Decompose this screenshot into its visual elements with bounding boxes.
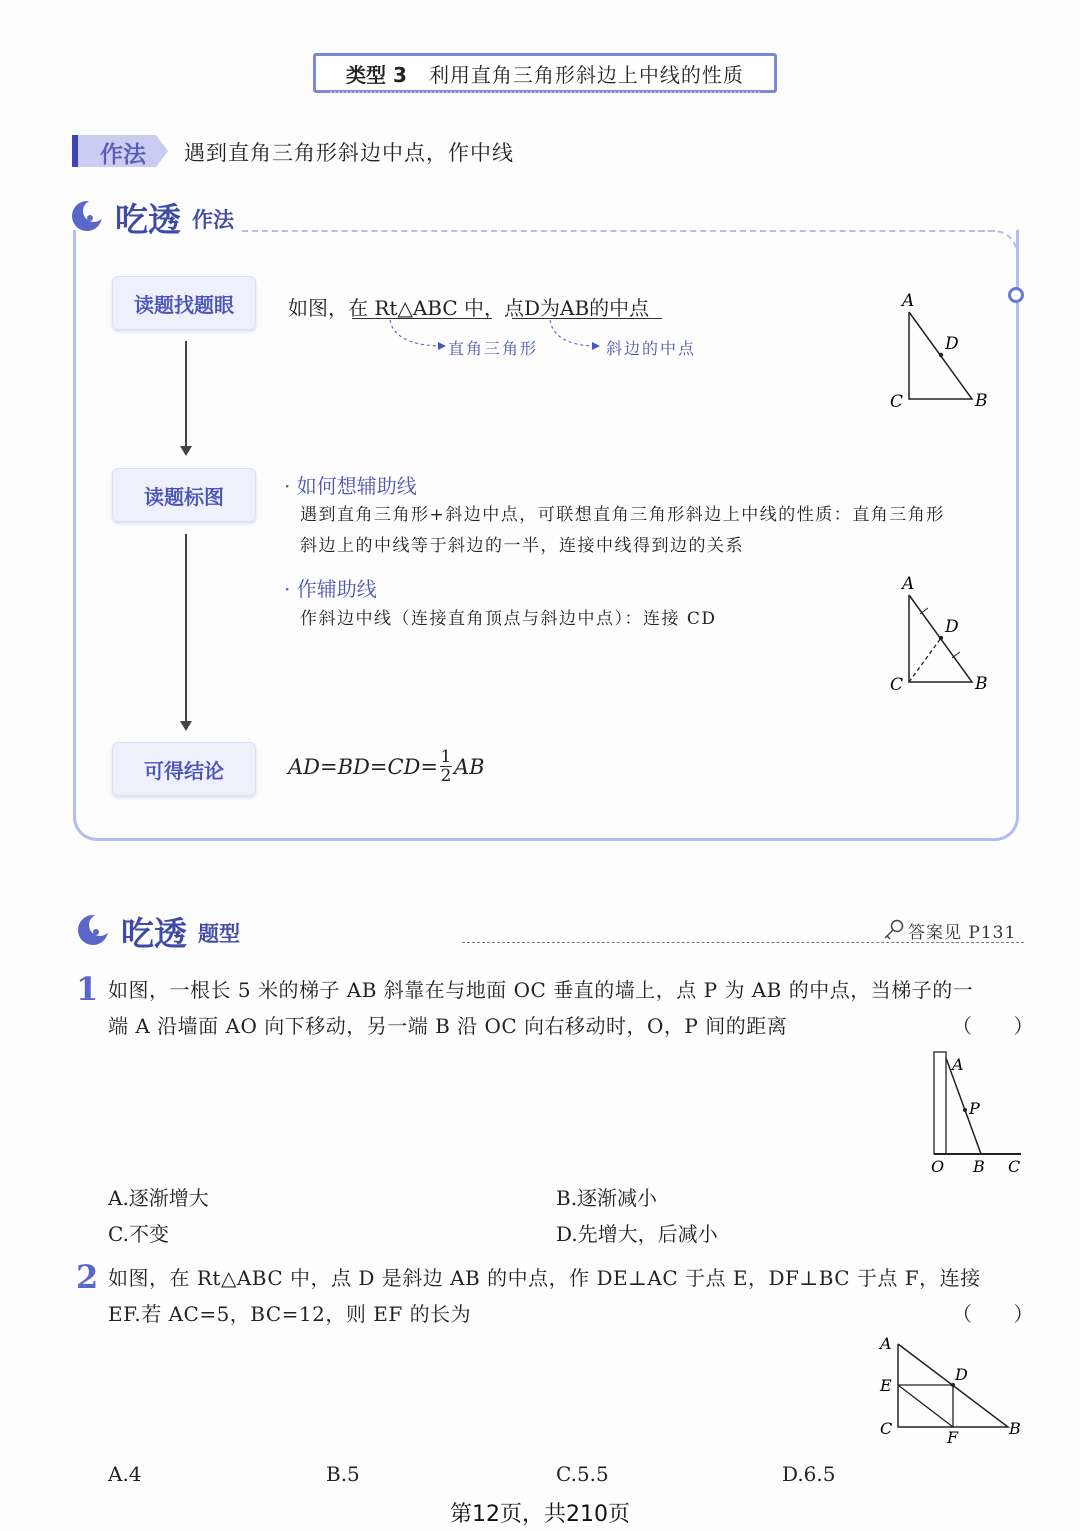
step-find-key: 读题找题眼	[112, 276, 256, 330]
type-header-box	[313, 53, 777, 93]
q1-option-b[interactable]: B.逐渐减小	[556, 1186, 658, 1210]
fig2-label-a: A	[902, 574, 915, 594]
q2-label-f: F	[947, 1428, 959, 1447]
page-footer: 第12页，共210页	[450, 1502, 630, 1527]
section2-big: 吃透	[121, 914, 187, 953]
fig1-label-a: A	[902, 291, 915, 311]
question-1-answer-paren[interactable]: （ ）	[952, 1014, 1034, 1038]
q1-label-b: B	[973, 1157, 985, 1176]
type-title: 利用直角三角形斜边上中线的性质	[428, 62, 744, 87]
question-2-answer-paren[interactable]: （ ）	[952, 1302, 1034, 1326]
fraction-denominator: 2	[440, 766, 452, 786]
fig2-label-d: D	[945, 617, 959, 637]
ring-icon	[1008, 287, 1024, 303]
answer-reference: 答案见 P131	[908, 923, 1017, 943]
fig1-label-b: B	[975, 391, 988, 411]
fig2-label-c: C	[890, 675, 904, 695]
moon-icon	[76, 913, 110, 947]
question-1-line2: 端 A 沿墙面 AO 向下移动，另一端 B 沿 OC 向右移动时，O，P 间的距离	[108, 1014, 788, 1038]
key-icon	[883, 918, 905, 940]
fraction-numerator: 1	[440, 747, 452, 767]
panel-top-dash	[242, 230, 995, 232]
aux-explain-line1: 遇到直角三角形+斜边中点，可联想直角三角形斜边上中线的性质：直角三角形	[300, 505, 945, 525]
aux-explain-line2: 斜边上的中线等于斜边的一半，连接中线得到边的关系	[300, 536, 744, 556]
q1-option-d[interactable]: D.先增大，后减小	[556, 1222, 718, 1246]
note-right-triangle: 直角三角形	[448, 339, 539, 358]
flow-line-2	[185, 534, 187, 722]
step-conclusion: 可得结论	[112, 742, 256, 796]
q1-label-p: P	[969, 1099, 980, 1118]
arrow-down-icon	[180, 446, 192, 456]
fig1-label-c: C	[890, 392, 904, 412]
q1-label-c: C	[1008, 1157, 1021, 1176]
q1-option-a[interactable]: A.逐渐增大	[108, 1186, 209, 1210]
arrow-down-icon	[180, 721, 192, 731]
triangle-figure-1	[880, 285, 1000, 415]
q2-label-e: E	[880, 1376, 892, 1395]
section2-small: 题型	[198, 922, 240, 946]
q2-label-d: D	[955, 1365, 968, 1384]
type-label: 类型 3	[346, 62, 407, 87]
formula-right: AB	[453, 754, 485, 779]
q1-option-c[interactable]: C.不变	[108, 1222, 169, 1246]
bullet-how-aux: · 如何想辅助线	[284, 474, 417, 498]
note-hyp-midpoint: 斜边的中点	[606, 339, 697, 358]
step1-text: 如图，在 Rt△ABC 中，点D为AB的中点	[288, 296, 650, 320]
q2-option-d[interactable]: D.6.5	[782, 1462, 836, 1486]
formula-left: AD=BD=CD=	[288, 754, 438, 779]
question-1-line1: 如图，一根长 5 米的梯子 AB 斜靠在与地面 OC 垂直的墙上，点 P 为 AB 的中点，当梯子的一	[108, 978, 974, 1002]
q2-option-c[interactable]: C.5.5	[556, 1462, 609, 1486]
q1-label-a: A	[952, 1055, 964, 1074]
fig2-label-b: B	[975, 674, 988, 694]
flow-line-1	[185, 341, 187, 447]
question-1-number: 1	[76, 970, 99, 1008]
question-2-line1: 如图，在 Rt△ABC 中，点 D 是斜边 AB 的中点，作 DE⊥AC 于点 E，DF⊥BC 于点 F，连接	[108, 1266, 981, 1290]
q2-label-b: B	[1009, 1419, 1021, 1438]
q2-option-a[interactable]: A.4	[108, 1462, 142, 1486]
formula-fraction	[440, 748, 452, 785]
q2-option-b[interactable]: B.5	[326, 1462, 360, 1486]
question-2-line2: EF.若 AC=5，BC=12，则 EF 的长为	[108, 1302, 472, 1326]
q2-label-c: C	[880, 1419, 893, 1438]
q1-label-o: O	[931, 1157, 945, 1176]
bullet-draw-aux: · 作辅助线	[284, 577, 377, 601]
fig1-label-d: D	[945, 334, 959, 354]
question-2-number: 2	[76, 1258, 99, 1296]
method-flag-label: 作法	[100, 142, 146, 168]
conclusion-formula	[288, 748, 485, 785]
q2-label-a: A	[880, 1334, 892, 1353]
rectangle-triangle-figure	[875, 1330, 1025, 1450]
section1-small: 作法	[192, 208, 234, 232]
method-description: 遇到直角三角形斜边中点，作中线	[184, 141, 514, 165]
draw-aux-text: 作斜边中线（连接直角顶点与斜边中点）：连接 CD	[300, 609, 717, 629]
section1-big: 吃透	[115, 200, 181, 239]
triangle-figure-2	[880, 568, 1000, 698]
step-mark-figure: 读题标图	[112, 468, 256, 522]
ladder-figure	[925, 1048, 1025, 1178]
moon-icon	[70, 199, 104, 233]
